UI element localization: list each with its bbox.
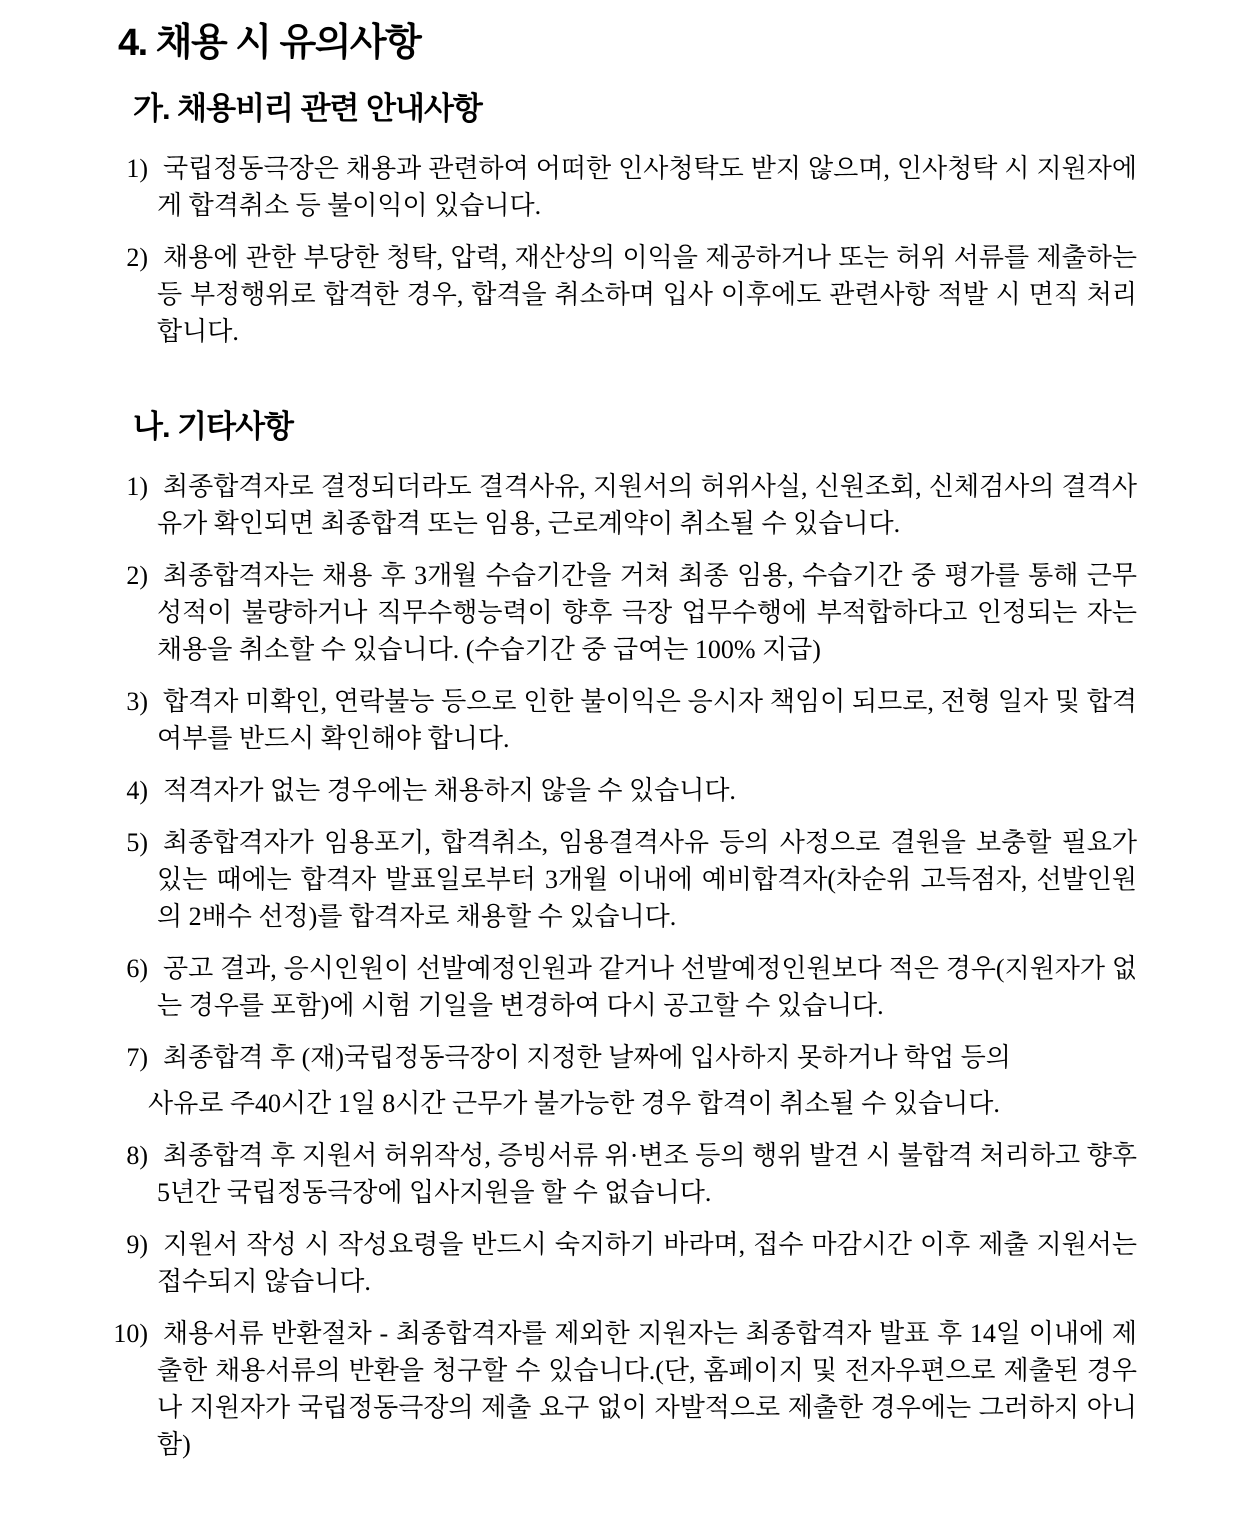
list-item xyxy=(126,468,1137,542)
item-text: 최종합격자가 임용포기, 합격취소, 임용결격사유 등의 사정으로 결원을 보충할 필요가 있는 때에는 합격자 발표일로부터 3개월 이내에 예비합격자(차순위 고득점자, 선발인원의 2배수 선정)를 합격자로 채용할 수 있습니다. xyxy=(157,828,1137,931)
item-text-line: 사유로 주40시간 1일 8시간 근무가 불가능한 경우 합격이 취소될 수 있습니다. xyxy=(148,1089,1000,1118)
item-text: 채용에 관한 부당한 청탁, 압력, 재산상의 이익을 제공하거나 또는 허위 서류를 제출하는 등 부정행위로 합격한 경우, 합격을 취소하며 입사 이후에도 관련사항 적발 시 면직 처리합니다. xyxy=(157,243,1137,346)
item-number: 3) xyxy=(126,687,148,716)
list-item xyxy=(126,239,1137,350)
subsection-a-title: 가. 채용비리 관련 안내사항 xyxy=(133,91,482,126)
item-number: 4) xyxy=(126,776,148,805)
item-number: 2) xyxy=(126,561,148,590)
item-text: 최종합격자로 결정되더라도 결격사유, 지원서의 허위사실, 신원조회, 신체검사의 결격사유가 확인되면 최종합격 또는 임용, 근로계약이 취소될 수 있습니다. xyxy=(157,472,1137,538)
item-text: 최종합격자는 채용 후 3개월 수습기간을 거쳐 최종 임용, 수습기간 중 평가를 통해 근무성적이 불량하거나 직무수행능력이 향후 극장 업무수행에 부적합하다고 인정되는 자는 채용을 취소할 수 있습니다. (수습기간 중 급여는 100% 지급) xyxy=(157,561,1137,664)
list-item xyxy=(126,1039,1137,1122)
item-text-line: 최종합격 후 (재)국립정동극장이 지정한 날짜에 입사하지 못하거나 학업 등의 xyxy=(163,1043,1011,1072)
item-text: 국립정동극장은 채용과 관련하여 어떠한 인사청탁도 받지 않으며, 인사청탁 시 지원자에게 합격취소 등 불이익이 있습니다. xyxy=(157,154,1137,220)
item-text: 최종합격 후 지원서 허위작성, 증빙서류 위·변조 등의 행위 발견 시 불합격 처리하고 향후 5년간 국립정동극장에 입사지원을 할 수 없습니다. xyxy=(157,1141,1137,1207)
list-item xyxy=(126,1137,1137,1211)
list-item xyxy=(126,772,1137,809)
list-item xyxy=(126,824,1137,935)
item-number: 6) xyxy=(126,954,148,983)
list-item xyxy=(126,150,1137,224)
list-item xyxy=(126,683,1137,757)
list-item xyxy=(126,1226,1137,1300)
list-item xyxy=(126,557,1137,668)
item-number: 7) xyxy=(126,1043,148,1072)
item-text: 합격자 미확인, 연락불능 등으로 인한 불이익은 응시자 책임이 되므로, 전형 일자 및 합격여부를 반드시 확인해야 합니다. xyxy=(157,687,1137,753)
item-number: 2) xyxy=(126,243,148,272)
subsection-a-items xyxy=(126,150,1137,350)
item-number: 1) xyxy=(126,154,148,183)
item-number: 1) xyxy=(126,472,148,501)
item-text: 지원서 작성 시 작성요령을 반드시 숙지하기 바라며, 접수 마감시간 이후 제출 지원서는 접수되지 않습니다. xyxy=(157,1230,1137,1296)
item-text: 공고 결과, 응시인원이 선발예정인원과 같거나 선발예정인원보다 적은 경우(지원자가 없는 경우를 포함)에 시험 기일을 변경하여 다시 공고할 수 있습니다. xyxy=(157,954,1137,1020)
list-item xyxy=(126,950,1137,1024)
item-number: 8) xyxy=(126,1141,148,1170)
subsection-b-title: 나. 기타사항 xyxy=(133,409,293,444)
list-item xyxy=(113,1315,1137,1463)
item-number: 9) xyxy=(126,1230,148,1259)
item-text: 적격자가 없는 경우에는 채용하지 않을 수 있습니다. xyxy=(163,776,736,805)
item-number: 5) xyxy=(126,828,148,857)
item-text: 채용서류 반환절차 - 최종합격자를 제외한 지원자는 최종합격자 발표 후 14일 이내에 제출한 채용서류의 반환을 청구할 수 있습니다.(단, 홈페이지 및 전자우편으로 제출된 경우나 지원자가 국립정동극장의 제출 요구 없이 자발적으로 제출한 경우에는 그러하지 아니함) xyxy=(157,1319,1137,1459)
subsection-b-items xyxy=(113,468,1137,1463)
section-title: 4. 채용 시 유의사항 xyxy=(118,22,421,64)
item-number: 10) xyxy=(113,1319,148,1348)
